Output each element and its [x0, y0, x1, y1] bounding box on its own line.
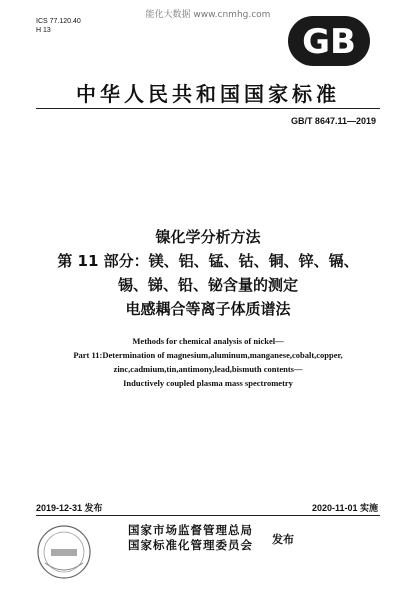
issuer-samr: 国家市场监督管理总局: [128, 523, 253, 537]
issue-date: 2019-12-31 发布: [36, 503, 103, 513]
national-standard-title: 中华人民共和国国家标准: [76, 82, 340, 106]
chinese-title-line2: 第 11 部分：镁、铝、锰、钴、铜、锌、镉、: [57, 252, 359, 270]
official-seal-icon: [35, 523, 93, 581]
english-title-line4: Inductively coupled plasma mass spectrometry: [123, 378, 293, 388]
chinese-title-line4: 电感耦合等离子体质谱法: [125, 300, 291, 318]
publish-label: 发布: [272, 533, 294, 546]
classification-code: H 13: [36, 27, 51, 34]
chinese-title: [0, 225, 416, 321]
implementation-date: 2020-11-01 实施: [311, 503, 378, 513]
chinese-title-line1: 镍化学分析方法: [155, 228, 261, 246]
issuer-sac: 国家标准化管理委员会: [128, 538, 253, 552]
english-title-line2: Part 11:Determination of magnesium,aluminum,manganese,cobalt,copper,: [73, 350, 343, 360]
chinese-title-line3: 锡、锑、铅、铋含量的测定: [117, 276, 298, 294]
watermark: 能化大数据 www.cnmhg.com: [145, 10, 271, 20]
ics-code: ICS 77.120.40: [36, 18, 81, 25]
issuing-authorities: [128, 523, 253, 553]
ics-code-block: [36, 17, 81, 35]
gb-logo: [287, 15, 371, 67]
english-title-line3: zinc,cadmium,tin,antimony,lead,bismuth contents—: [113, 364, 303, 374]
footer-divider: [36, 515, 380, 516]
english-title: [0, 334, 416, 390]
gb-logo-text: GB: [302, 22, 356, 62]
standard-number: GB/T 8647.11—2019: [290, 116, 376, 126]
english-title-line1: Methods for chemical analysis of nickel—: [132, 336, 284, 346]
header-divider: [36, 108, 380, 109]
